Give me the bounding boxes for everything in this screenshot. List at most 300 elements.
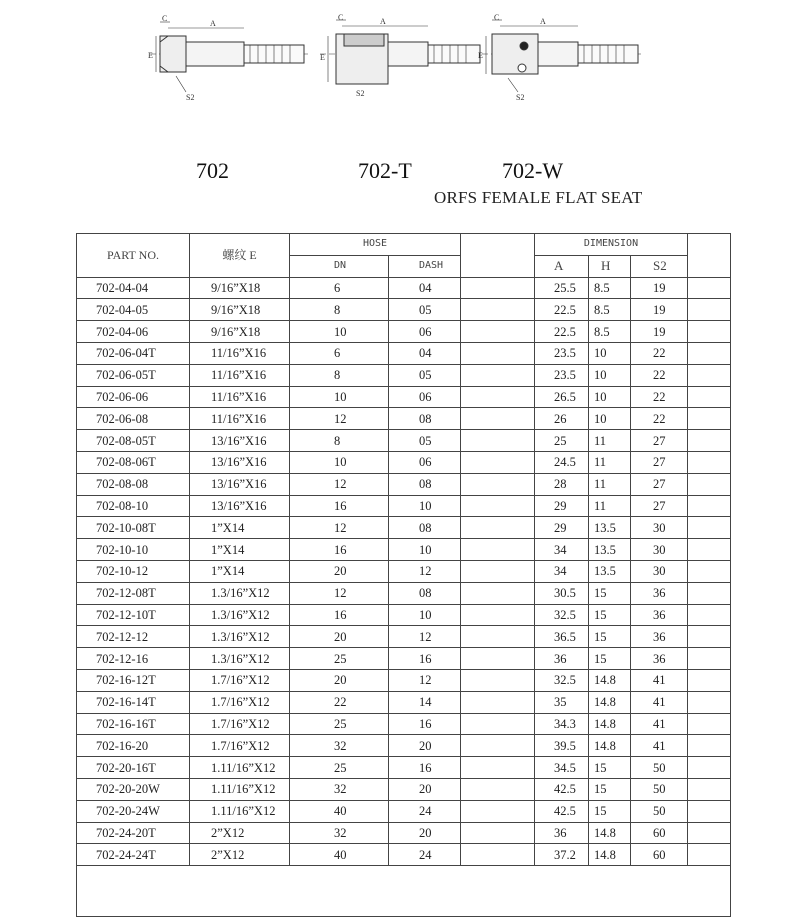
cell-a: 30.5 bbox=[535, 582, 589, 604]
cell-extra bbox=[688, 386, 731, 408]
table-row bbox=[77, 473, 731, 495]
header-dn: DN bbox=[290, 255, 389, 277]
cell-extra bbox=[688, 713, 731, 735]
cell-extra bbox=[688, 321, 731, 343]
cell-a: 42.5 bbox=[535, 800, 589, 822]
table-row bbox=[77, 342, 731, 364]
cell-h: 11 bbox=[589, 430, 631, 452]
header-part-no: PART NO. bbox=[77, 234, 190, 278]
cell-h: 13.5 bbox=[589, 560, 631, 582]
cell-a: 34 bbox=[535, 539, 589, 561]
cell-thread: 11/16”X16 bbox=[190, 386, 290, 408]
cell-dn: 12 bbox=[290, 473, 389, 495]
cell-blank bbox=[461, 342, 535, 364]
cell-dash: 16 bbox=[389, 648, 461, 670]
cell-a: 29 bbox=[535, 517, 589, 539]
cell-dash: 20 bbox=[389, 822, 461, 844]
cell-blank bbox=[461, 277, 535, 299]
drawing-702-t-label-c: C bbox=[338, 13, 344, 22]
cell-thread: 1.3/16”X12 bbox=[190, 582, 290, 604]
cell-blank bbox=[461, 757, 535, 779]
header-hose: HOSE bbox=[290, 234, 461, 256]
cell-dash: 10 bbox=[389, 604, 461, 626]
cell-thread: 9/16”X18 bbox=[190, 299, 290, 321]
table-row bbox=[77, 604, 731, 626]
cell-blank bbox=[461, 539, 535, 561]
table-row bbox=[77, 277, 731, 299]
cell-thread: 1.7/16”X12 bbox=[190, 735, 290, 757]
cell-extra bbox=[688, 473, 731, 495]
cell-s2: 60 bbox=[631, 844, 688, 866]
cell-h: 10 bbox=[589, 364, 631, 386]
cell-a: 24.5 bbox=[535, 451, 589, 473]
cell-blank bbox=[461, 822, 535, 844]
cell-blank bbox=[461, 364, 535, 386]
table-row bbox=[77, 430, 731, 452]
cell-dash: 06 bbox=[389, 321, 461, 343]
cell-h: 8.5 bbox=[589, 277, 631, 299]
cell-extra bbox=[688, 277, 731, 299]
drawing-702-t bbox=[316, 12, 486, 102]
cell-h: 14.8 bbox=[589, 691, 631, 713]
cell-part-no: 702-08-10 bbox=[77, 495, 190, 517]
cell-blank bbox=[461, 517, 535, 539]
cell-s2: 36 bbox=[631, 626, 688, 648]
cell-s2: 41 bbox=[631, 691, 688, 713]
table-row bbox=[77, 669, 731, 691]
drawing-702-label-a: A bbox=[210, 19, 216, 28]
cell-h: 13.5 bbox=[589, 517, 631, 539]
cell-dn: 10 bbox=[290, 386, 389, 408]
cell-h: 11 bbox=[589, 495, 631, 517]
cell-dash: 05 bbox=[389, 364, 461, 386]
cell-s2: 50 bbox=[631, 800, 688, 822]
cell-s2: 19 bbox=[631, 299, 688, 321]
cell-dn: 32 bbox=[290, 735, 389, 757]
cell-h: 8.5 bbox=[589, 299, 631, 321]
cell-dn: 16 bbox=[290, 604, 389, 626]
cell-dn: 6 bbox=[290, 277, 389, 299]
cell-thread: 1.7/16”X12 bbox=[190, 713, 290, 735]
cell-part-no: 702-06-08 bbox=[77, 408, 190, 430]
drawing-702-w bbox=[478, 12, 648, 102]
table-header bbox=[77, 234, 731, 278]
cell-h: 14.8 bbox=[589, 669, 631, 691]
cell-part-no: 702-08-08 bbox=[77, 473, 190, 495]
cell-part-no: 702-10-10 bbox=[77, 539, 190, 561]
cell-dn: 22 bbox=[290, 691, 389, 713]
cell-part-no: 702-24-24T bbox=[77, 844, 190, 866]
cell-h: 14.8 bbox=[589, 844, 631, 866]
cell-blank bbox=[461, 778, 535, 800]
cell-blank bbox=[461, 430, 535, 452]
table-row bbox=[77, 386, 731, 408]
cell-dash: 24 bbox=[389, 800, 461, 822]
drawing-702-w-label-c: C bbox=[494, 13, 500, 22]
cell-h: 15 bbox=[589, 648, 631, 670]
cell-dash: 08 bbox=[389, 517, 461, 539]
cell-extra bbox=[688, 408, 731, 430]
cell-dn: 12 bbox=[290, 517, 389, 539]
cell-blank bbox=[461, 648, 535, 670]
cell-a: 36.5 bbox=[535, 626, 589, 648]
cell-a: 34 bbox=[535, 560, 589, 582]
cell-dash: 04 bbox=[389, 277, 461, 299]
cell-thread: 13/16”X16 bbox=[190, 473, 290, 495]
cell-blank bbox=[461, 495, 535, 517]
cell-s2: 22 bbox=[631, 386, 688, 408]
cell-part-no: 702-06-04T bbox=[77, 342, 190, 364]
cell-a: 23.5 bbox=[535, 342, 589, 364]
cell-dash: 08 bbox=[389, 408, 461, 430]
cell-h: 15 bbox=[589, 626, 631, 648]
cell-part-no: 702-04-05 bbox=[77, 299, 190, 321]
header-a: A bbox=[535, 255, 589, 277]
cell-h: 14.8 bbox=[589, 713, 631, 735]
cell-dash: 16 bbox=[389, 757, 461, 779]
cell-s2: 60 bbox=[631, 822, 688, 844]
cell-dn: 40 bbox=[290, 844, 389, 866]
cell-part-no: 702-10-08T bbox=[77, 517, 190, 539]
cell-part-no: 702-12-08T bbox=[77, 582, 190, 604]
table-row bbox=[77, 691, 731, 713]
cell-thread: 11/16”X16 bbox=[190, 342, 290, 364]
cell-h: 13.5 bbox=[589, 539, 631, 561]
table-row bbox=[77, 648, 731, 670]
cell-s2: 22 bbox=[631, 342, 688, 364]
cell-part-no: 702-20-16T bbox=[77, 757, 190, 779]
drawing-702-label-e: E bbox=[148, 51, 153, 60]
cell-h: 10 bbox=[589, 408, 631, 430]
cell-a: 32.5 bbox=[535, 604, 589, 626]
cell-part-no: 702-08-05T bbox=[77, 430, 190, 452]
cell-thread: 1”X14 bbox=[190, 560, 290, 582]
cell-dn: 20 bbox=[290, 560, 389, 582]
table-row bbox=[77, 299, 731, 321]
table-footer-row bbox=[77, 866, 731, 917]
cell-s2: 19 bbox=[631, 321, 688, 343]
cell-dn: 8 bbox=[290, 430, 389, 452]
cell-dn: 20 bbox=[290, 669, 389, 691]
cell-a: 28 bbox=[535, 473, 589, 495]
cell-dash: 06 bbox=[389, 451, 461, 473]
cell-blank bbox=[461, 473, 535, 495]
cell-extra bbox=[688, 517, 731, 539]
table-body bbox=[77, 277, 731, 866]
cell-thread: 2”X12 bbox=[190, 844, 290, 866]
model-title-702-t: 702-T bbox=[358, 158, 412, 183]
cell-a: 32.5 bbox=[535, 669, 589, 691]
drawing-702-w-label-a: A bbox=[540, 17, 546, 26]
table-row bbox=[77, 364, 731, 386]
cell-dash: 12 bbox=[389, 626, 461, 648]
cell-dash: 05 bbox=[389, 299, 461, 321]
cell-part-no: 702-20-24W bbox=[77, 800, 190, 822]
table-row bbox=[77, 451, 731, 473]
header-s2: S2 bbox=[631, 255, 688, 277]
cell-s2: 41 bbox=[631, 713, 688, 735]
cell-extra bbox=[688, 735, 731, 757]
cell-blank bbox=[461, 408, 535, 430]
drawing-702-w-label-e: E bbox=[478, 51, 483, 60]
cell-extra bbox=[688, 778, 731, 800]
header-thread-e: 螺纹 E bbox=[190, 234, 290, 278]
cell-extra bbox=[688, 604, 731, 626]
cell-dn: 12 bbox=[290, 408, 389, 430]
table-row bbox=[77, 560, 731, 582]
cell-blank bbox=[461, 844, 535, 866]
cell-part-no: 702-06-05T bbox=[77, 364, 190, 386]
cell-blank bbox=[461, 735, 535, 757]
cell-blank bbox=[461, 713, 535, 735]
cell-dash: 10 bbox=[389, 495, 461, 517]
cell-a: 22.5 bbox=[535, 299, 589, 321]
cell-a: 36 bbox=[535, 822, 589, 844]
cell-s2: 22 bbox=[631, 408, 688, 430]
cell-a: 34.3 bbox=[535, 713, 589, 735]
cell-dn: 16 bbox=[290, 495, 389, 517]
cell-dn: 12 bbox=[290, 582, 389, 604]
cell-h: 15 bbox=[589, 582, 631, 604]
cell-extra bbox=[688, 495, 731, 517]
drawing-702-w-label-s2: S2 bbox=[516, 93, 525, 102]
cell-dn: 25 bbox=[290, 648, 389, 670]
cell-dash: 08 bbox=[389, 473, 461, 495]
cell-s2: 27 bbox=[631, 430, 688, 452]
cell-extra bbox=[688, 560, 731, 582]
cell-extra bbox=[688, 669, 731, 691]
cell-thread: 1.7/16”X12 bbox=[190, 691, 290, 713]
cell-s2: 27 bbox=[631, 451, 688, 473]
cell-dn: 16 bbox=[290, 539, 389, 561]
cell-blank bbox=[461, 800, 535, 822]
drawing-702-label-c: C bbox=[162, 14, 168, 23]
cell-part-no: 702-12-12 bbox=[77, 626, 190, 648]
drawing-702-t-label-s2: S2 bbox=[356, 89, 365, 98]
model-title-702-w: 702-W bbox=[502, 158, 564, 183]
cell-part-no: 702-24-20T bbox=[77, 822, 190, 844]
cell-thread: 11/16”X16 bbox=[190, 408, 290, 430]
cell-part-no: 702-04-04 bbox=[77, 277, 190, 299]
cell-part-no: 702-12-10T bbox=[77, 604, 190, 626]
cell-s2: 22 bbox=[631, 364, 688, 386]
cell-a: 22.5 bbox=[535, 321, 589, 343]
cell-extra bbox=[688, 626, 731, 648]
cell-s2: 27 bbox=[631, 495, 688, 517]
cell-dash: 04 bbox=[389, 342, 461, 364]
product-subtitle: ORFS FEMALE FLAT SEAT bbox=[434, 188, 643, 207]
cell-thread: 1.3/16”X12 bbox=[190, 648, 290, 670]
cell-a: 34.5 bbox=[535, 757, 589, 779]
cell-dn: 32 bbox=[290, 822, 389, 844]
cell-part-no: 702-16-20 bbox=[77, 735, 190, 757]
cell-a: 26 bbox=[535, 408, 589, 430]
table-row bbox=[77, 539, 731, 561]
cell-dn: 6 bbox=[290, 342, 389, 364]
table-row bbox=[77, 822, 731, 844]
cell-thread: 2”X12 bbox=[190, 822, 290, 844]
cell-dn: 10 bbox=[290, 321, 389, 343]
cell-part-no: 702-08-06T bbox=[77, 451, 190, 473]
cell-dash: 12 bbox=[389, 560, 461, 582]
spec-table bbox=[76, 233, 731, 917]
cell-dn: 25 bbox=[290, 757, 389, 779]
cell-a: 25.5 bbox=[535, 277, 589, 299]
cell-extra bbox=[688, 844, 731, 866]
drawing-702 bbox=[146, 12, 314, 102]
cell-thread: 1.11/16”X12 bbox=[190, 800, 290, 822]
cell-a: 35 bbox=[535, 691, 589, 713]
table-row bbox=[77, 778, 731, 800]
cell-dash: 24 bbox=[389, 844, 461, 866]
table-row bbox=[77, 408, 731, 430]
table-row bbox=[77, 321, 731, 343]
cell-dash: 06 bbox=[389, 386, 461, 408]
cell-s2: 36 bbox=[631, 648, 688, 670]
cell-s2: 50 bbox=[631, 778, 688, 800]
cell-h: 14.8 bbox=[589, 735, 631, 757]
cell-h: 10 bbox=[589, 386, 631, 408]
cell-part-no: 702-12-16 bbox=[77, 648, 190, 670]
cell-extra bbox=[688, 757, 731, 779]
cell-h: 8.5 bbox=[589, 321, 631, 343]
cell-blank bbox=[461, 669, 535, 691]
table-row bbox=[77, 844, 731, 866]
cell-a: 37.2 bbox=[535, 844, 589, 866]
cell-dn: 8 bbox=[290, 364, 389, 386]
cell-blank bbox=[461, 451, 535, 473]
cell-a: 23.5 bbox=[535, 364, 589, 386]
table-row bbox=[77, 582, 731, 604]
cell-thread: 1”X14 bbox=[190, 539, 290, 561]
cell-dn: 25 bbox=[290, 713, 389, 735]
cell-part-no: 702-06-06 bbox=[77, 386, 190, 408]
cell-s2: 30 bbox=[631, 517, 688, 539]
drawing-702-label-s2: S2 bbox=[186, 93, 195, 102]
cell-thread: 13/16”X16 bbox=[190, 495, 290, 517]
cell-h: 11 bbox=[589, 473, 631, 495]
table-row bbox=[77, 735, 731, 757]
cell-s2: 30 bbox=[631, 539, 688, 561]
cell-s2: 50 bbox=[631, 757, 688, 779]
table-row bbox=[77, 757, 731, 779]
cell-s2: 27 bbox=[631, 473, 688, 495]
cell-dash: 05 bbox=[389, 430, 461, 452]
cell-dash: 20 bbox=[389, 778, 461, 800]
cell-dash: 14 bbox=[389, 691, 461, 713]
cell-thread: 13/16”X16 bbox=[190, 430, 290, 452]
cell-h: 15 bbox=[589, 800, 631, 822]
cell-thread: 1.3/16”X12 bbox=[190, 626, 290, 648]
cell-blank bbox=[461, 604, 535, 626]
cell-blank bbox=[461, 626, 535, 648]
cell-h: 14.8 bbox=[589, 822, 631, 844]
cell-dash: 10 bbox=[389, 539, 461, 561]
table-row bbox=[77, 800, 731, 822]
cell-dn: 32 bbox=[290, 778, 389, 800]
cell-a: 29 bbox=[535, 495, 589, 517]
cell-extra bbox=[688, 582, 731, 604]
table-row bbox=[77, 517, 731, 539]
cell-h: 15 bbox=[589, 604, 631, 626]
cell-h: 10 bbox=[589, 342, 631, 364]
cell-extra bbox=[688, 691, 731, 713]
cell-dash: 08 bbox=[389, 582, 461, 604]
cell-thread: 9/16”X18 bbox=[190, 277, 290, 299]
cell-a: 36 bbox=[535, 648, 589, 670]
cell-s2: 36 bbox=[631, 604, 688, 626]
cell-dash: 20 bbox=[389, 735, 461, 757]
cell-h: 15 bbox=[589, 778, 631, 800]
cell-blank bbox=[461, 386, 535, 408]
cell-thread: 1.11/16”X12 bbox=[190, 778, 290, 800]
cell-dn: 10 bbox=[290, 451, 389, 473]
cell-dn: 40 bbox=[290, 800, 389, 822]
cell-blank bbox=[461, 321, 535, 343]
cell-extra bbox=[688, 800, 731, 822]
drawing-702-t-label-a: A bbox=[380, 17, 386, 26]
cell-extra bbox=[688, 648, 731, 670]
cell-dn: 20 bbox=[290, 626, 389, 648]
cell-dash: 16 bbox=[389, 713, 461, 735]
cell-blank bbox=[461, 691, 535, 713]
cell-s2: 41 bbox=[631, 735, 688, 757]
cell-dn: 8 bbox=[290, 299, 389, 321]
cell-part-no: 702-04-06 bbox=[77, 321, 190, 343]
table-row bbox=[77, 626, 731, 648]
cell-a: 39.5 bbox=[535, 735, 589, 757]
cell-blank bbox=[461, 582, 535, 604]
cell-thread: 1.7/16”X12 bbox=[190, 669, 290, 691]
cell-h: 11 bbox=[589, 451, 631, 473]
cell-thread: 1”X14 bbox=[190, 517, 290, 539]
cell-extra bbox=[688, 430, 731, 452]
cell-part-no: 702-16-14T bbox=[77, 691, 190, 713]
cell-extra bbox=[688, 822, 731, 844]
cell-s2: 36 bbox=[631, 582, 688, 604]
cell-h: 15 bbox=[589, 757, 631, 779]
cell-part-no: 702-16-16T bbox=[77, 713, 190, 735]
cell-part-no: 702-10-12 bbox=[77, 560, 190, 582]
cell-extra bbox=[688, 342, 731, 364]
drawing-702-t-label-e: E bbox=[320, 53, 325, 62]
cell-s2: 30 bbox=[631, 560, 688, 582]
cell-thread: 11/16”X16 bbox=[190, 364, 290, 386]
model-title-702: 702 bbox=[196, 158, 229, 183]
cell-thread: 9/16”X18 bbox=[190, 321, 290, 343]
cell-extra bbox=[688, 299, 731, 321]
header-dimension: DIMENSION bbox=[535, 234, 688, 256]
table-row bbox=[77, 495, 731, 517]
cell-dash: 12 bbox=[389, 669, 461, 691]
fitting-drawings bbox=[0, 12, 800, 107]
cell-thread: 1.3/16”X12 bbox=[190, 604, 290, 626]
cell-a: 25 bbox=[535, 430, 589, 452]
cell-blank bbox=[461, 299, 535, 321]
header-dash: DASH bbox=[389, 255, 461, 277]
cell-thread: 13/16”X16 bbox=[190, 451, 290, 473]
cell-extra bbox=[688, 451, 731, 473]
cell-a: 42.5 bbox=[535, 778, 589, 800]
table-row bbox=[77, 713, 731, 735]
cell-extra bbox=[688, 364, 731, 386]
cell-part-no: 702-16-12T bbox=[77, 669, 190, 691]
cell-part-no: 702-20-20W bbox=[77, 778, 190, 800]
header-extra bbox=[688, 234, 731, 278]
header-blank bbox=[461, 234, 535, 278]
cell-blank bbox=[461, 560, 535, 582]
cell-a: 26.5 bbox=[535, 386, 589, 408]
